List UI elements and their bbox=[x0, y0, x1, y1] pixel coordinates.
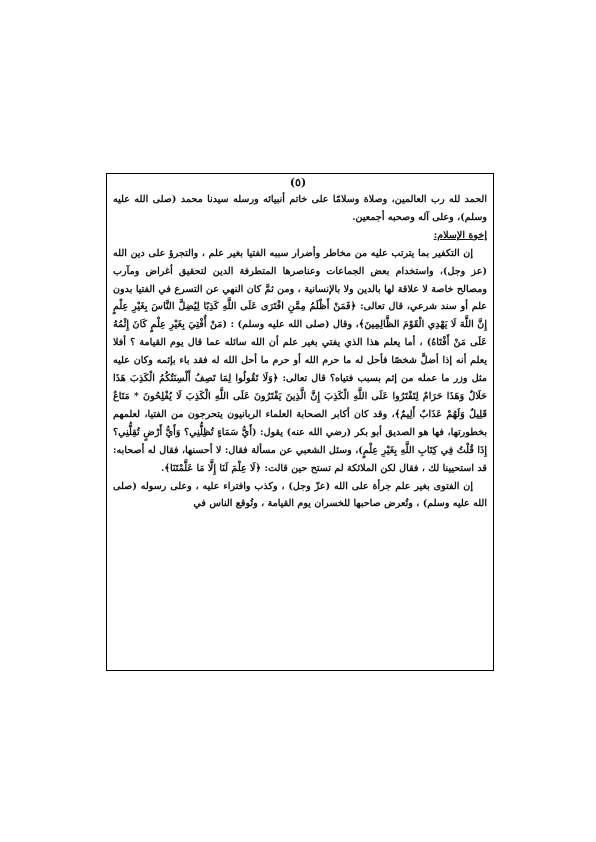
main-paragraph: إن التكفير بما يترتب عليه من مخاطر وأضرار سببه الفتيا بغير علم ، والتجرؤ على دين الله (عز وجل)، واستخدام بعض الجماعات وعناصرها المتطرفة الدين لتحقيق أغراض ومآرب ومصالح خاصة لا علاقة لها بالدين ولا بالإنسانية ، ومن ثمَّ كان النهي عن التسرع في الفتيا بدون علم أو سند شرعي، قال تعالى: ﴿فَمَنْ أَظْلَمُ مِمَّنِ افْتَرَى عَلَى اللَّهِ كَذِبًا لِيُضِلَّ النَّاسَ بِغَيْرِ عِلْمٍ إِنَّ اللَّهَ لَا يَهْدِي الْقَوْمَ الظَّالِمِينَ﴾، وقال (صلى الله عليه وسلم) : (مَنْ أُفْتِيَ بِغَيْرِ عِلْمٍ كَانَ إِثْمُهُ عَلَى مَنْ أَفْتَاهُ) ، أما يعلم هذا الذي يفتي بغير علم أن الله سائله عما قال يوم القيامة ؟ أفلا يعلم أنه إذا أضلَّ شخصًا فأحل له ما حرم الله أو حرم ما أحل الله له فقد باء بإثمه وكان عليه مثل وزر ما عمله من إثم بسبب فتياه؟ قال تعالى: ﴿وَلَا تَقُولُوا لِمَا تَصِفُ أَلْسِنَتُكُمُ الْكَذِبَ هَذَا حَلَالٌ وَهَذَا حَرَامٌ لِتَفْتَرُوا عَلَى اللَّهِ الْكَذِبَ إِنَّ الَّذِينَ يَفْتَرُونَ عَلَى اللَّهِ الْكَذِبَ لَا يُفْلِحُونَ * مَتَاعٌ قَلِيلٌ وَلَهُمْ عَذَابٌ أَلِيمٌ﴾، وقد كان أكابر الصحابة العلماء الربانيون يتحرجون من الفتيا، لعلمهم بخطورتها، فها هو الصديق أبو بكر (رضي الله عنه) يقول: (أَيُّ سَمَاءٍ تُظِلُّنِي؟ وَأَيُّ أَرْضٍ تُقِلُّنِي؟ إِذَا قُلْتُ فِي كِتَابِ اللَّهِ بِغَيْرِ عِلْمٍ)، وسئل الشعبي عن مسألة فقال: لا أحسنها، فقال له أصحابه: قد استحيينا لك ، فقال لكن الملائكة لم تستح حين قالت: ﴿لَا عِلْمَ لَنَا إِلَّا مَا عَلَّمْتَنَا﴾. bbox=[113, 247, 487, 474]
page-number: (٥) bbox=[289, 176, 307, 189]
body-text bbox=[113, 191, 487, 513]
opening-paragraph: الحمد لله رب العالمين، وصلاة وسلامًا على خاتم أنبيائه ورسله سيدنا محمد (صلى الله عليه وسلم)، وعلى آله وصحبه أجمعين. bbox=[113, 194, 487, 223]
section-heading: إخوة الإسلام: bbox=[433, 229, 487, 241]
closing-paragraph: إن الفتوى بغير علم جرأة على الله (عزّ وجل) ، وكذب وافتراء عليه ، وعلى رسوله (صلى الله عليه وسلم) ، وتُعرض صاحبها للخسران يوم القيامة ، وتُوقع الناس في bbox=[113, 480, 487, 510]
